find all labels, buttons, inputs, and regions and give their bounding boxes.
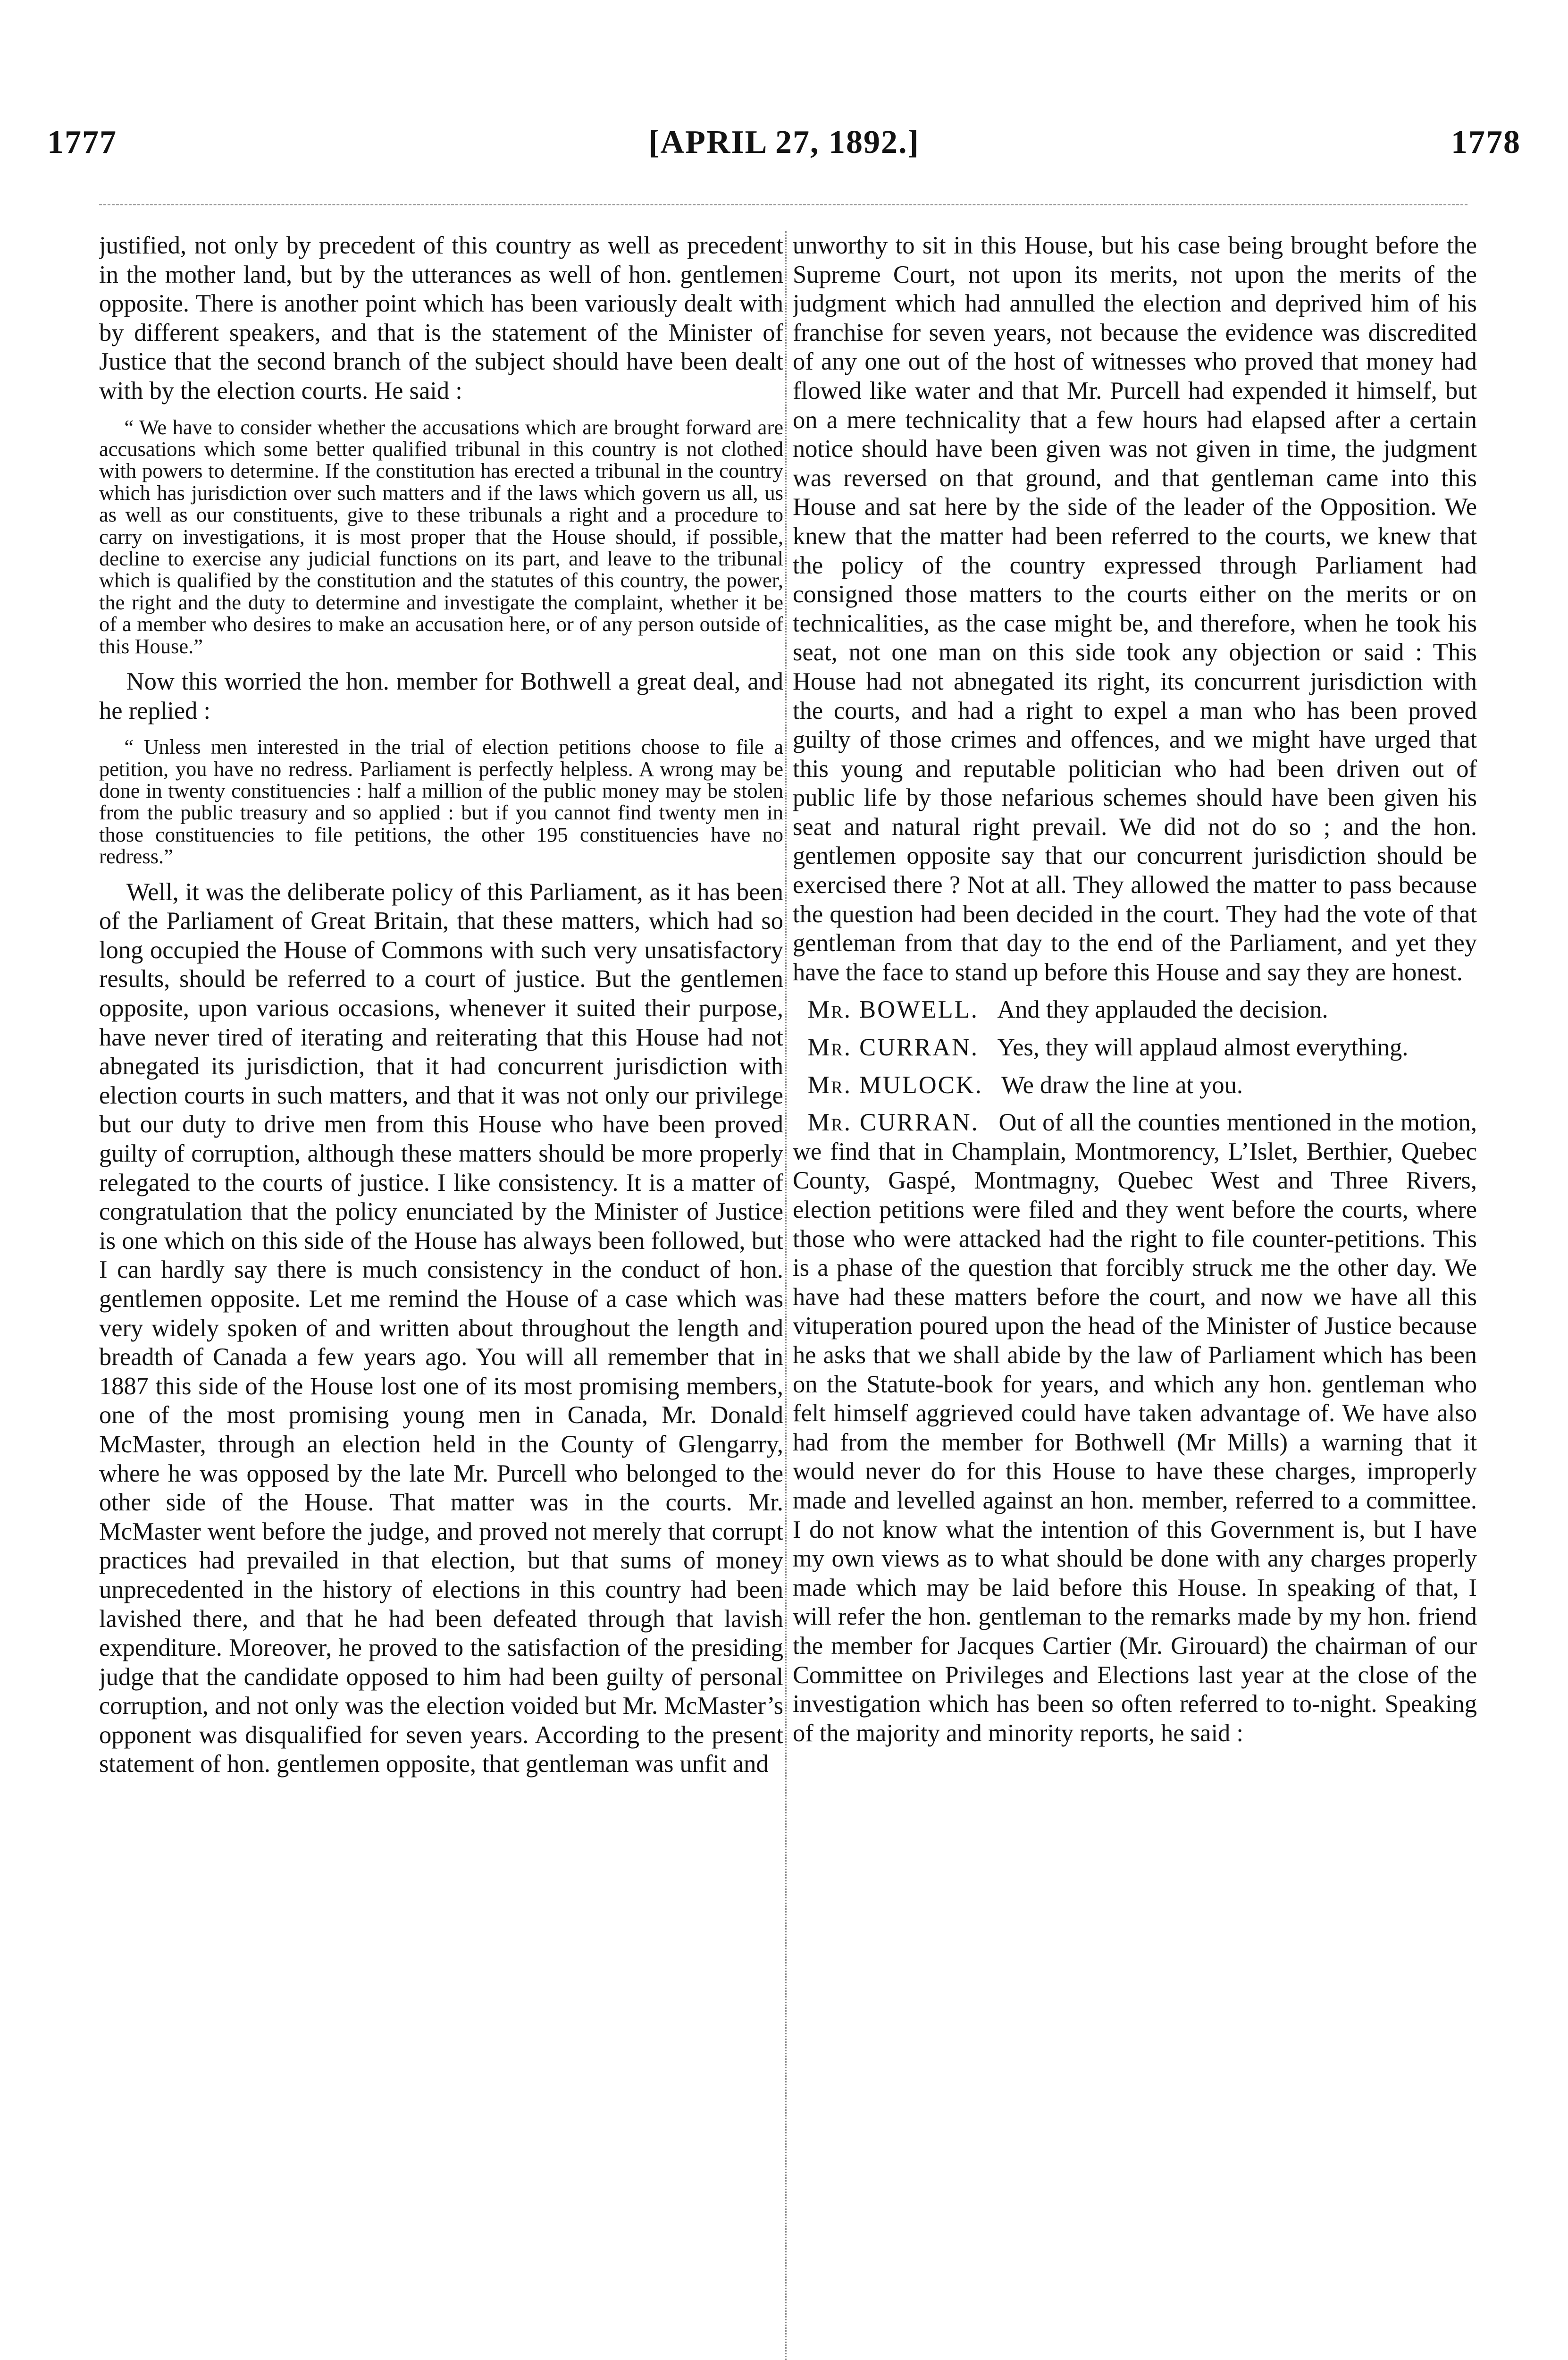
speaker-name: Mr. CURRAN. xyxy=(807,1109,979,1137)
speech-text: Yes, they will applaud almost everything. xyxy=(997,1034,1409,1062)
header-rule xyxy=(99,204,1467,205)
speech-entry xyxy=(793,995,1477,1025)
right-page-number: 1778 xyxy=(1451,124,1521,160)
speaker-name: Mr. MULOCK. xyxy=(807,1071,983,1099)
paragraph: Well, it was the deliberate policy of this Parliament, as it has been of the Parliament of Great Britain, that these matters, which had so long occupied the House of Commons with such very unsatisfactory results, should be referred to a court of justice. But the gentlemen opposite, upon various occasions, whenever it suited their purpose, have never tired of iterating and reiterating that this House had not abnegated its jurisdiction, that it had concurrent jurisdiction with election courts in such matters, and that it was not only our privilege but our duty to drive men from this House who have been proved guilty of corruption, although these matters should be more properly relegated to the courts of justice. I like consistency. It is a matter of congratulation that the policy enunciated by the Minister of Justice is one which on this side of the House has always been followed, but I can hardly say there is much consistency in the conduct of hon. gentlemen opposite. Let me remind the House of a case which was very widely spoken of and written about throughout the length and breadth of Canada a few years ago. You will all remember that in 1887 this side of the House lost one of its most promising members, one of the most promising young men in Canada, Mr. Donald McMaster, through an election held in the County of Glengarry, where he was opposed by the late Mr. Purcell who belonged to the other side of the House. That matter was in the courts. Mr. McMaster went before the judge, and proved not merely that corrupt practices had prevailed in that election, but that sums of money unprecedented in the history of elections in this country had been lavished there, and that he had been defeated through that lavish expenditure. Moreover, he proved to the satisfaction of the presiding judge that the candidate opposed to him had been guilty of personal corruption, and not only was the election voided but Mr. McMaster’s opponent was disqualified for seven years. According to the present statement of hon. gentlemen opposite, that gentleman was unfit and xyxy=(99,878,783,1778)
paragraph: Now this worried the hon. member for Bothwell a great deal, and he replied : xyxy=(99,668,783,725)
speech-entry xyxy=(793,1033,1477,1062)
paragraph: unworthy to sit in this House, but his case being brought before the Supreme Court, not upon its merits, not upon the merits of the judgment which had annulled the election and deprived him of his franchise for seven years, not because the evidence was discredited of any one out of the host of witnesses who proved that money had flowed like water and that Mr. Purcell had expended it himself, but on a mere technicality that a few hours had elapsed after a certain notice should have been given was not given in time, the judgment was reversed on that ground, and that gentleman came into this House and sat here by the side of the leader of the Opposition. We knew that the matter had been referred to the courts, we knew that the policy of the country expressed through Parliament had consigned those matters to the courts either on the merits or on technicalities, as the case might be, and therefore, when he took his seat, not one man on this side took any objection or said : This House had not abnegated its right, its concurrent jurisdiction with the courts, and had a right to expel a man who has been proved guilty of those crimes and offences, and we might have urged that this young and reputable politician who had been driven out of public life by those nefarious schemes should have been given his seat and natural right prevail. We did not do so ; and the hon. gentlemen opposite say that our concurrent jurisdiction should be exercised there ? Not at all. They allowed the matter to pass because the question had been decided in the court. They had the vote of that gentleman from that day to the end of the Parliament, and yet they have the face to stand up before this House and say they are honest. xyxy=(793,232,1477,986)
speech-text: And they applauded the decision. xyxy=(997,996,1328,1024)
speech-text: We draw the line at you. xyxy=(1001,1071,1243,1099)
speech-entry xyxy=(793,1108,1477,1748)
page-header xyxy=(47,124,1521,180)
right-column xyxy=(793,231,1477,2360)
speech-entry xyxy=(793,1071,1477,1100)
block-quote: “ Unless men interested in the trial of election petitions choose to file a petition, you have no redress. Parliament is perfectly helpless. A wrong may be done in twenty constituencies : half a million of the public money may be stolen from the public treasury and so applied : but if you cannot find twenty men in those constituencies to file petitions, the other 195 constituencies have no redress.” xyxy=(99,735,783,868)
column-divider xyxy=(785,231,787,2360)
left-column xyxy=(99,231,783,2360)
left-page-number: 1777 xyxy=(47,124,117,160)
speech-text: Out of all the counties mentioned in the motion, we find that in Champlain, Montmorency, L’Islet, Berthier, Quebec County, Gaspé, Montmagny, Quebec West and Three Rivers, election petitions were filed and they went before the courts, where those who were attacked had the right to file counter-petitions. This is a phase of the question that forcibly struck me the other day. We have had these matters before the court, and now we have all this vituperation poured upon the head of the Minister of Justice because he asks that we shall abide by the law of Parliament which has been on the Statute-book for years, and which any hon. gentleman who felt himself aggrieved could have taken advantage of. We have also had from the member for Bothwell (Mr Mills) a warning that it would never do for this House to have these charges, improperly made and levelled against an hon. member, referred to a committee. I do not know what the intention of this Government is, but I have my own views as to what should be done with any charges properly made which may be laid before this House. In speaking of that, I will refer the hon. gentleman to the remarks made by my hon. friend the member for Jacques Cartier (Mr. Girouard) the chairman of our Committee on Privileges and Elections last year at the close of the investigation which has been so often referred to to-night. Speaking of the majority and minority reports, he said : xyxy=(793,1109,1477,1747)
block-quote: “ We have to consider whether the accusations which are brought forward are accusations which some better qualified tribunal in this country is not clothed with powers to determine. If the constitution has erected a tribunal in the country which has jurisdiction over such matters and if the laws which govern us all, us as well as our constituents, give to these tribunals a right and a procedure to carry on investigations, it is most proper that the House should, if possible, decline to exercise any judicial functions on its part, and leave to the tribunal which is qualified by the constitution and the statutes of this country, the power, the right and the duty to determine and investigate the complaint, whether it be of a member who desires to make an accusation here, or of any person outside of this House.” xyxy=(99,415,783,658)
speaker-name: Mr. CURRAN. xyxy=(807,1034,979,1062)
paragraph: justified, not only by precedent of this country as well as precedent in the mother land, but by the utterances as well of hon. gentlemen opposite. There is another point which has been variously dealt with by different speakers, and that is the statement of the Minister of Justice that the second branch of the subject should have been dealt with by the election courts. He said : xyxy=(99,232,783,405)
page-date: [APRIL 27, 1892.] xyxy=(648,124,920,160)
speaker-name: Mr. BOWELL. xyxy=(807,996,979,1024)
